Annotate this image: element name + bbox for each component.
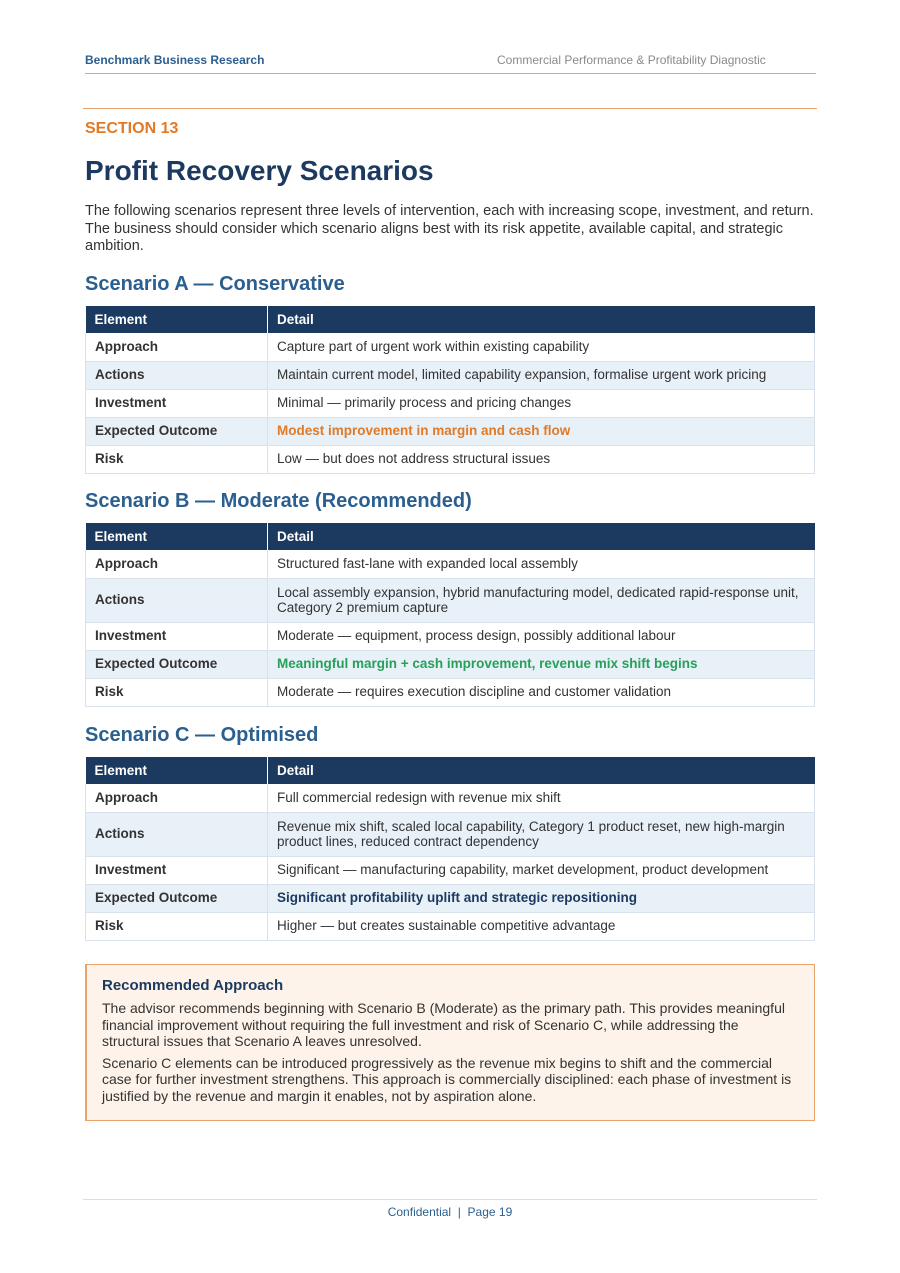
row-element: Risk [86,678,268,706]
row-detail: Local assembly expansion, hybrid manufacturing model, dedicated rapid-response unit, Category 2 premium capture [268,578,815,622]
table-row [86,912,815,940]
expected-outcome-highlight: Meaningful margin + cash improvement, revenue mix shift begins [268,650,815,678]
scenario-a-table [85,306,815,474]
expected-outcome-highlight: Modest improvement in margin and cash flow [268,417,815,445]
row-element: Investment [86,622,268,650]
row-element: Expected Outcome [86,417,268,445]
expected-outcome-highlight: Significant profitability uplift and strategic repositioning [268,884,815,912]
recommendation-paragraph: Scenario C elements can be introduced progressively as the revenue mix begins to shift and the commercial case for further investment strengthens. This approach is commercially disciplined: each phase of investment is justified by the revenue and margin it enables, not by aspiration alone. [102,1054,792,1104]
scenario-a-heading: Scenario A — Conservative [85,273,345,295]
table-row [86,856,815,884]
table-row [86,678,815,706]
table-row [86,812,815,856]
scenario-b-heading: Scenario B — Moderate (Recommended) [85,490,472,512]
table-row [86,361,815,389]
page-footer: Confidential | Page 19 [387,1205,513,1219]
row-detail: Higher — but creates sustainable competitive advantage [268,912,815,940]
table-header-row [86,523,815,550]
table-row [86,417,815,445]
brand-name: Benchmark Business Research [85,53,265,67]
row-detail: Significant — manufacturing capability, market development, product development [268,856,815,884]
table-row [86,389,815,417]
table-row [86,884,815,912]
row-detail: Minimal — primarily process and pricing changes [268,389,815,417]
row-element: Approach [86,333,268,361]
row-element: Actions [86,812,268,856]
table-row [86,622,815,650]
row-detail: Moderate — requires execution discipline and customer validation [268,678,815,706]
table-header-row [86,306,815,333]
table-row [86,650,815,678]
table-row [86,333,815,361]
column-header-detail: Detail [268,523,815,550]
recommendation-callout [85,964,815,1121]
row-detail: Maintain current model, limited capability expansion, formalise urgent work pricing [268,361,815,389]
row-detail: Full commercial redesign with revenue mix shift [268,784,815,812]
table-row [86,445,815,473]
row-element: Risk [86,912,268,940]
row-detail: Revenue mix shift, scaled local capability, Category 1 product reset, new high-margin product lines, reduced contract dependency [268,812,815,856]
table-row [86,784,815,812]
row-element: Approach [86,550,268,578]
intro-paragraph: The following scenarios represent three levels of intervention, each with increasing scope, investment, and return. The business should consider which scenario aligns best with its risk appetite, available capital, and strategic ambition. [85,203,814,254]
row-detail: Moderate — equipment, process design, possibly additional labour [268,622,815,650]
column-header-element: Element [86,757,268,784]
column-header-element: Element [86,523,268,550]
row-element: Investment [86,856,268,884]
scenario-c-heading: Scenario C — Optimised [85,724,319,746]
row-element: Actions [86,361,268,389]
footer-divider [83,1199,817,1200]
row-element: Investment [86,389,268,417]
row-element: Actions [86,578,268,622]
section-divider [83,108,817,109]
page-title: Profit Recovery Scenarios [85,155,434,186]
table-row [86,578,815,622]
column-header-detail: Detail [268,306,815,333]
row-element: Expected Outcome [86,650,268,678]
recommendation-paragraph: The advisor recommends beginning with Scenario B (Moderate) as the primary path. This provides meaningful financial improvement without requiring the full investment and risk of Scenario C, while addressing the structural issues that Scenario A leaves unresolved. [102,1000,785,1049]
row-element: Approach [86,784,268,812]
row-detail: Low — but does not address structural issues [268,445,815,473]
row-element: Risk [86,445,268,473]
row-detail: Capture part of urgent work within existing capability [268,333,815,361]
recommendation-title: Recommended Approach [102,977,284,994]
row-detail: Structured fast-lane with expanded local assembly [268,550,815,578]
scenario-b-table [85,523,815,707]
page-header [85,53,816,74]
section-label: SECTION 13 [85,120,179,137]
column-header-detail: Detail [268,757,815,784]
table-row [86,550,815,578]
table-header-row [86,757,815,784]
scenario-c-table [85,757,815,941]
row-element: Expected Outcome [86,884,268,912]
column-header-element: Element [86,306,268,333]
document-title: Commercial Performance & Profitability Diagnostic [497,53,766,67]
